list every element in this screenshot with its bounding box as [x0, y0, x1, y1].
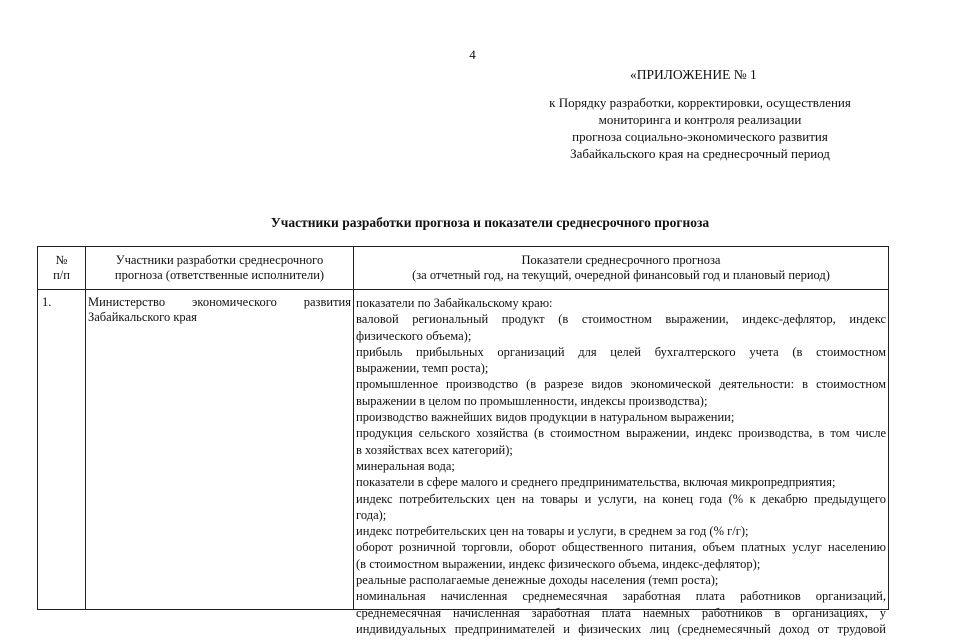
- participant-line: Министерство экономического развития: [88, 295, 351, 309]
- header-indicators-line: Показатели среднесрочного прогноза: [521, 253, 721, 267]
- header-num-line: п/п: [53, 268, 70, 282]
- header-num-line: №: [55, 253, 68, 267]
- header-num: [38, 253, 85, 283]
- appendix-subtitle: [510, 94, 890, 162]
- indicators-cell: [356, 295, 886, 637]
- indicator-line: прибыль прибыльных организаций для целей бухгалтерского учета (в стоимостном: [356, 344, 886, 359]
- indicator-line: выражении в целом по промышленности, индексы производства);: [356, 393, 708, 408]
- appendix-subtitle-line: Забайкальского края на среднесрочный период: [570, 146, 830, 161]
- indicator-line: реальные располагаемые денежные доходы населения (темп роста);: [356, 573, 719, 588]
- indicator-line: продукция сельского хозяйства (в стоимостном выражении, индекс производства, в том числе: [356, 426, 886, 441]
- header-participants-line: Участники разработки среднесрочного: [115, 253, 324, 267]
- page-number: 4: [469, 47, 476, 62]
- indicator-line: показатели в сфере малого и среднего предпринимательства, включая микропредприятия;: [356, 475, 836, 490]
- header-divider: [38, 289, 888, 290]
- appendix-subtitle-line: мониторинга и контроля реализации: [598, 112, 802, 127]
- column-divider: [85, 247, 86, 609]
- indicator-line: среднемесячная начисленная заработная плата наемных работников в организациях, у: [356, 605, 886, 620]
- indicator-line: производство важнейших видов продукции в натуральном выражении;: [356, 410, 735, 425]
- indicator-line: в хозяйствах всех категорий);: [356, 442, 513, 457]
- indicator-line: минеральная вода;: [356, 458, 455, 473]
- header-indicators-line: (за отчетный год, на текущий, очередной финансовый год и плановый период): [412, 268, 830, 282]
- indicator-line: (в стоимостном выражении, индекс физического объема, индекс-дефлятор);: [356, 556, 761, 571]
- header-participants-line: прогноза (ответственные исполнители): [114, 268, 325, 282]
- participant-line: Забайкальского края: [88, 310, 197, 324]
- indicator-line: выражении, темп роста);: [356, 361, 489, 376]
- appendix-subtitle-line: прогноза социально-экономического развития: [572, 129, 828, 144]
- indicator-line: индекс потребительских цен на товары и услуги, в среднем за год (% г/г);: [356, 524, 749, 539]
- indicator-line: индивидуальных предпринимателей и физических лиц (среднемесячный доход от трудовой: [356, 621, 886, 636]
- row-number: 1.: [42, 295, 52, 309]
- indicator-line: года);: [356, 507, 387, 522]
- appendix-title: «ПРИЛОЖЕНИЕ № 1: [630, 67, 757, 82]
- indicator-line: оборот розничной торговли, оборот общественного питания, объем платных услуг населению: [356, 540, 886, 555]
- participant-cell: [88, 295, 351, 325]
- header-indicators: [354, 253, 888, 283]
- indicator-line: валовой региональный продукт (в стоимостном выражении, индекс-дефлятор, индекс: [356, 312, 886, 327]
- indicator-line: показатели по Забайкальскому краю:: [356, 296, 553, 310]
- indicator-line: физического объема);: [356, 328, 472, 343]
- indicator-line: промышленное производство (в разрезе видов экономической деятельности: в стоимостном: [356, 377, 886, 392]
- column-divider: [353, 247, 354, 609]
- indicator-line: индекс потребительских цен на товары и услуги, на конец года (% к декабрю предыдущего: [356, 491, 886, 506]
- document-heading: Участники разработки прогноза и показатели среднесрочного прогноза: [270, 215, 710, 230]
- appendix-subtitle-line: к Порядку разработки, корректировки, осуществления: [549, 95, 851, 110]
- header-participants: [86, 253, 353, 283]
- indicator-line: номинальная начисленная среднемесячная заработная плата работников организаций,: [356, 589, 886, 604]
- forecast-table: [37, 246, 889, 636]
